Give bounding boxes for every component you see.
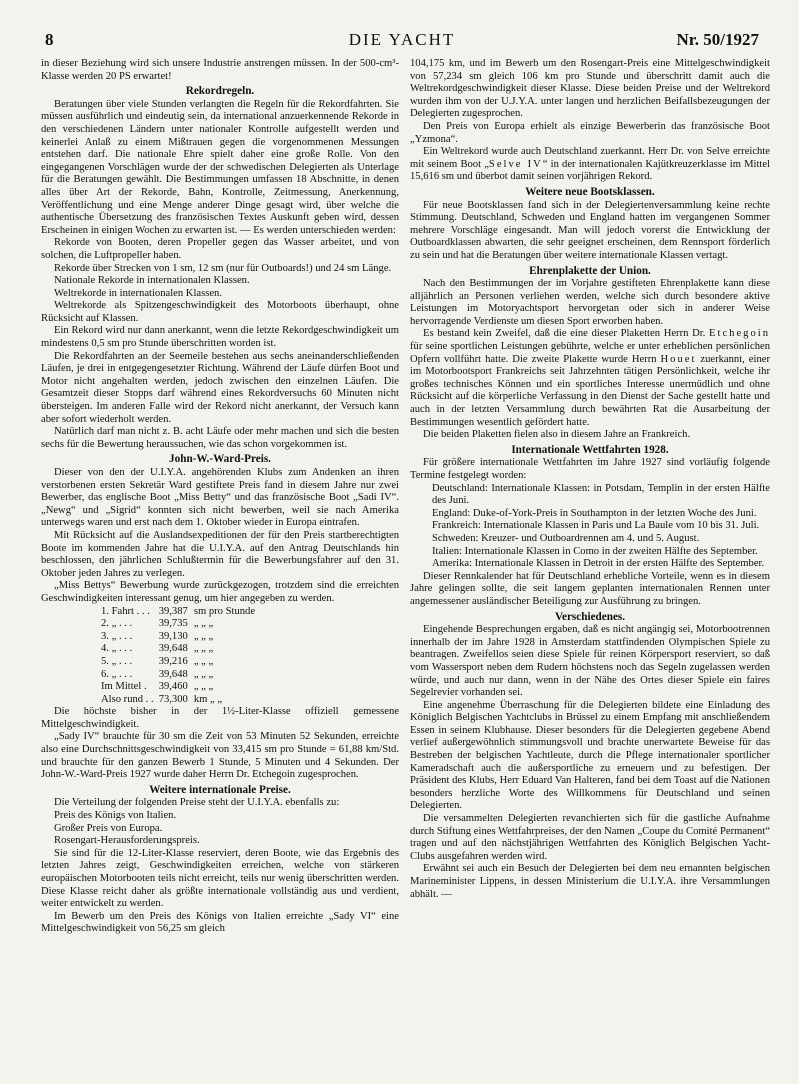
paragraph: Dieser Rennkalender hat für Deutschland erhebliche Vorteile, wenn es in diesem Jahre gelingen sollte, die seit langem geplanten internationalen Rennen unter angemessener ausländischer Beteiligung zur Ausführung zu bringen. [410, 570, 770, 607]
table-row [101, 656, 260, 669]
paragraph: Mit Rücksicht auf die Auslandsexpeditionen der für den Preis startberechtigten Boote im kommenden Jahre hat die U.I.Y.A. auf den Antrag Deutschlands hin beschlossen, den jährlichen Schlußtermin für die Bewerbungsfahrer auf den 31. Oktober jeden Jahres zu verlegen. [41, 529, 399, 579]
run-unit: „ „ „ [193, 643, 214, 655]
right-column [410, 58, 770, 901]
run-unit: „ „ „ [193, 655, 214, 667]
page-header [45, 30, 759, 56]
run-label: 6. „ . . . [101, 668, 133, 680]
page-number: 8 [45, 30, 54, 49]
schedule-item: Amerika: Internationale Klassen in Detroit in der ersten Hälfte des September. [432, 558, 765, 570]
run-value: 39,460 [158, 681, 188, 693]
paragraph: Dieser von den der U.I.Y.A. angehörenden Klubs zum Andenken an ihren verstorbenen ersten Sekretär Ward gestiftete Preis fand in diesem Jahre nur zwei Bewerber, das englische Boot „Miss Betty“ und das französische Boot „Sadi IV“. „Newg“ und „Sigrid“ konnten sich nicht bewerben, weil sie nach Amerika unterwegs waren und erst nach dem 1. Oktober wieder in Europa eintrafen. [41, 467, 399, 529]
schedule-item: Italien: Internationale Klassen in Como in der zweiten Hälfte des September. [432, 545, 758, 557]
paragraph: Sie sind für die 12-Liter-Klasse reserviert, deren Boote, wie das Ergebnis des letzten Jahres zeigt, Geschwindigkeiten erreichen, welche von stärkeren europäischen Motorbooten teils nicht erreicht, teils nur wenig überschritten werden. Diese Klasse reicht daher als größte internationale vollständig aus und verdient, weiter entwickelt zu werden. [41, 847, 399, 910]
schedule-item: Schweden: Kreuzer- und Outboardrennen am 4. und 5. August. [432, 532, 700, 544]
run-value: 39,648 [158, 643, 188, 655]
run-label: 2. „ . . . [101, 618, 133, 630]
paragraph: Die höchste bisher in der 1½-Liter-Klasse offiziell gemessene Mittelgeschwindigkeit. [41, 706, 399, 730]
schedule-item: Frankreich: Internationale Klassen in Paris und La Baule vom 10 bis 31. Juli. [432, 520, 760, 532]
run-unit: „ „ „ [193, 681, 214, 693]
person-name-etchegoin: Etchegoin [709, 328, 770, 340]
paragraph: Für größere internationale Wettfahrten im Jahre 1927 sind vorläufig folgende Termine festgelegt worden: [410, 457, 770, 481]
person-name-houet: Houet [660, 353, 697, 365]
paragraph: Weltrekorde in internationalen Klassen. [54, 287, 222, 299]
paragraph: Natürlich darf man nicht z. B. acht Läufe oder mehr machen und sich die besten sechs für die Bewertung heraussuchen, wie das schon vorgekommen ist. [41, 426, 399, 450]
section-heading-weitere-preise: Weitere internationale Preise. [149, 783, 291, 796]
paragraph: Nationale Rekorde in internationalen Klassen. [54, 275, 250, 287]
paragraph: in dieser Beziehung wird sich unsere Industrie anstrengen müssen. In der 500-cm³-Klasse werden 20 PS erwartet! [41, 58, 399, 82]
text-run: Es bestand kein Zweifel, daß die eine dieser Plaketten Herrn Dr. [423, 328, 710, 340]
run-value: 39,130 [158, 630, 188, 642]
paragraph: Weltrekorde als Spitzengeschwindigkeit des Motorboots überhaupt, ohne Rücksicht auf Klassen. [41, 300, 399, 324]
paragraph: Den Preis von Europa erhielt als einzige Bewerberin das französische Boot „Yzmona“. [410, 120, 770, 145]
text-run: für seine sportlichen Leistungen gebührte, welche er unter erheblichen persönlichen Opfern vollführt hatte. Die zweite Plakette wurde Herrn [410, 341, 770, 365]
run-value: 39,648 [158, 668, 188, 680]
paragraph: Die versammelten Delegierten revanchierten sich für die gastliche Aufnahme durch Stiftung eines Wettfahrpreises, der den Namen „Coupe du Comité Permanent“ tragen und auf den nächstjährigen Wettfahrten des Königlich Belgischen Yacht-Clubs ausgefahren werden wird. [410, 813, 770, 862]
run-label: 4. „ . . . [101, 643, 133, 655]
paragraph: Die Verteilung der folgenden Preise steht der U.I.Y.A. ebenfalls zu: [54, 797, 340, 809]
run-unit: „ „ „ [193, 630, 214, 642]
prize-item: Großer Preis von Europa. [54, 822, 163, 834]
run-unit: „ „ „ [193, 668, 214, 680]
section-heading-ehrenplakette: Ehrenplakette der Union. [529, 264, 651, 277]
paragraph: Beratungen über viele Stunden verlangten die Regeln für die Rekordfahrten. Sie müssen ausführlich und eindeutig sein, da international anzuerkennende Rekorde in den verschiedenen Ländern unter nationaler Kontrolle aufgestellt werden und keinerlei Anlaß zu einem Mißtrauen gegen die vorgenommenen Messungen entstehen darf. Die nationale Ehre spielt daher eine große Rolle. Von den eingegangenen Vorschlägen wurde der der schwedischen Delegierten als Unterlage für die Beratungen gewählt. Die Bestimmungen umfassen 18 Abschnitte, in denen alles über Art der Rekorde, Bahn, Kontrolle, Zeitmessung, Anerkennung, Veröffentlichung und eine Menge anderer Dinge gesagt wird, über welche die authentische Übersetzung des französischen Textes Auskunft geben wird, dessen Erscheinen in einigen Wochen zu erwarten ist. — Es werden unterschieden werden: [41, 98, 399, 236]
text-run: “ in der internationalen Kajütkreuzerklasse im Mittel 15,616 sm und überbot damit seinen vorjährigen Rekord. [410, 158, 770, 183]
paragraph: „Sady IV“ brauchte für 30 sm die Zeit von 53 Minuten 52 Sekunden, erreichte also eine Durchschnittsgeschwindigkeit von 33,415 sm pro Stunde = 61,88 km/Std. und brauchte für den ganzen Bewerb 1 Stunde, 5 Minuten und 4 Sekunden. Der John-W.-Ward-Preis 1927 wurde daher Herrn Dr. Etchegoin zugesprochen. [41, 731, 399, 781]
run-unit: km „ „ [193, 693, 223, 705]
paragraph: 104,175 km, und im Bewerb um den Rosengart-Preis eine Mittelgeschwindigkeit von 57,234 sm gleich 106 km pro Stunde und überschritt damit auch die Weltrekordgeschwindigkeit dieser Klasse. Diese beiden Preise und der Weltrekord wurden ihm von der U.J.Y.A. unter langen und herzlichen Beifallsbezeugungen der Delegierten zugesprochen. [410, 58, 770, 120]
section-heading-bootsklassen: Weitere neue Bootsklassen. [525, 185, 655, 198]
prize-item: Rosengart-Herausforderungspreis. [54, 835, 200, 847]
section-heading-wettfahrten: Internationale Wettfahrten 1928. [511, 443, 669, 456]
table-row [101, 681, 260, 694]
run-value: 39,735 [158, 618, 188, 630]
table-row [101, 631, 260, 644]
paragraph [410, 328, 770, 429]
issue-number: Nr. 50/1927 [676, 30, 759, 49]
paragraph: Rekorde von Booten, deren Propeller gegen das Wasser arbeitet, und von solchen, die Luftpropeller haben. [41, 237, 399, 261]
run-value: 39,216 [158, 655, 188, 667]
journal-title: DIE YACHT [348, 30, 456, 49]
run-label: 3. „ . . . [101, 630, 133, 642]
paragraph: Erwähnt sei auch ein Besuch der Delegierten bei dem neu ernannten belgischen Marineminister Lippens, in dessen Ministerium die U.I.Y.A. ihre Versammlungen abhält. — [410, 863, 770, 900]
run-label: 1. Fahrt . . . [101, 605, 150, 617]
paragraph: Für neue Bootsklassen fand sich in der Delegiertenversammlung keine rechte Stimmung. Deutschland, Schweden und England hatten im vergangenen Sommer mehrere Vorschläge eingesandt. Man will jedoch vorerst die Entwicklung der Outboardklassen abwarten, die sehr geeignet erscheinen, dem Rennsport förderlich zu sein und hat die Beratungen über weitere internationale Klassen vertagt. [410, 199, 770, 261]
run-value: 39,387 [158, 605, 188, 617]
schedule-item: England: Duke-of-York-Preis in Southampton in der letzten Woche des Juni. [432, 507, 757, 519]
prize-item: Preis des Königs von Italien. [54, 810, 177, 822]
run-value: 73,300 [158, 693, 188, 705]
run-label: 5. „ . . . [101, 655, 133, 667]
table-row [101, 606, 260, 619]
left-column [41, 58, 399, 936]
paragraph: Eine angenehme Überraschung für die Delegierten bildete eine Einladung des Königlich Belgischen Yachtclubs in Brüssel zu einem Empfang mit anschließendem Essen in seinem Klubhause. Dieser besonders für die Delegierten gegebene Abend verlief außergewöhnlich stimmungsvoll und brachte unerwartete Beweise für das Bestreben der belgischen Yachtleute, durch die Pflege internationaler sportlicher Kameradschaft auch die außersportliche zu erneuern und zu befestigen. Der Präsident des Klubs, Herr Eduard Van Halteren, fand bei dem Toast auf die Nationen besonders herzliche Worte des Willkommens für Deutschland und seinen Delegierten. [410, 699, 770, 812]
section-heading-verschiedenes: Verschiedenes. [554, 610, 626, 623]
table-row [101, 694, 260, 707]
text-run: zuerkannt, einer im Motorbootsport Frankreichs seit Jahrzehnten tätigen Persönlichkeit, welche ihr großes technisches Können und ein sportliches Interesse unermüdlich und ohne Rücksicht auf die körperliche Verfassung in den Dienst der Sache gestellt hatte und auch in der letzten Versammlung durch bewährten Rat die Ausarbeitung der Bestimmungen wesentlich gefördert hatte. [410, 353, 770, 428]
run-label: Also rund . . [101, 693, 154, 705]
paragraph: Die beiden Plaketten fielen also in diesem Jahre an Frankreich. [423, 429, 691, 441]
table-row [101, 669, 260, 682]
speed-table [101, 606, 260, 707]
paragraph: „Miss Bettys“ Bewerbung wurde zurückgezogen, trotzdem sind die erreichten Geschwindigkeiten interessant genug, um hier angegeben zu werden. [41, 580, 399, 604]
paragraph: Ein Rekord wird nur dann anerkannt, wenn die letzte Rekordgeschwindigkeit um mindestens 0,5 sm pro Stunde überschritten worden ist. [41, 325, 399, 350]
paragraph: Eingehende Besprechungen ergaben, daß es nicht angängig sei, Motorbootrennen innerhalb der im Jahre 1928 in Amsterdam stattfindenden Olympischen Spiele zu beantragen. Zweifellos seien diese Spiele für reinen Körpersport reserviert, so daß vom Wassersport neben dem Rudern höchstens noch das Segeln zugelassen werden würde, und auch nur dann, wenn in der Nähe des Ortes dieser Spiele ein faires Segelrevier vorhanden sei. [410, 624, 770, 699]
text-run: Ein Weltrekord wurde auch Deutschland zuerkannt. Herr Dr. von Selve erreichte mit seinem Boot „ [410, 146, 770, 170]
paragraph: Im Bewerb um den Preis des Königs von Italien erreichte „Sady VI“ eine Mittelgeschwindigkeit von 56,25 sm gleich [41, 910, 399, 935]
table-row [101, 643, 260, 656]
paragraph: Die Rekordfahrten an der Seemeile bestehen aus sechs aneinanderschließenden Läufen, je drei in entgegengesetzter Richtung. Während der Läufe dürfen Boot und Motor nicht angehalten werden, jedoch zwischen den einzelnen Läufen. Die Gesamtzeit dieser Stopps darf während eines Rekordversuchs 60 Minuten nicht übersteigen. Im anderen Falle wird der Rekord nicht anerkannt, der Versuch kann aber sofort wiederholt werden. [41, 350, 399, 425]
section-heading-rekordregeln: Rekordregeln. [185, 85, 255, 98]
paragraph: Nach den Bestimmungen der im Vorjahre gestifteten Ehrenplakette kann diese alljährlich an Personen verliehen werden, welche sich durch besondere aktive Leistungen im Motoryachtsport hervorgetan oder sich in anderer Weise hervorragende Verdienste um diesen Sport erworben haben. [410, 278, 770, 327]
section-heading-ward-preis: John-W.-Ward-Preis. [169, 453, 271, 466]
schedule-item: Deutschland: Internationale Klassen: in Potsdam, Templin in der ersten Hälfte des Juni. [432, 482, 770, 507]
boat-name-selve: Selve IV [488, 158, 543, 170]
paragraph [410, 146, 770, 184]
run-unit: „ „ „ [193, 618, 214, 630]
run-unit: sm pro Stunde [193, 605, 256, 617]
table-row [101, 618, 260, 631]
paragraph: Rekorde über Strecken von 1 sm, 12 sm (nur für Outboards!) und 24 sm Länge. [54, 262, 392, 274]
run-label: Im Mittel . [101, 681, 147, 693]
